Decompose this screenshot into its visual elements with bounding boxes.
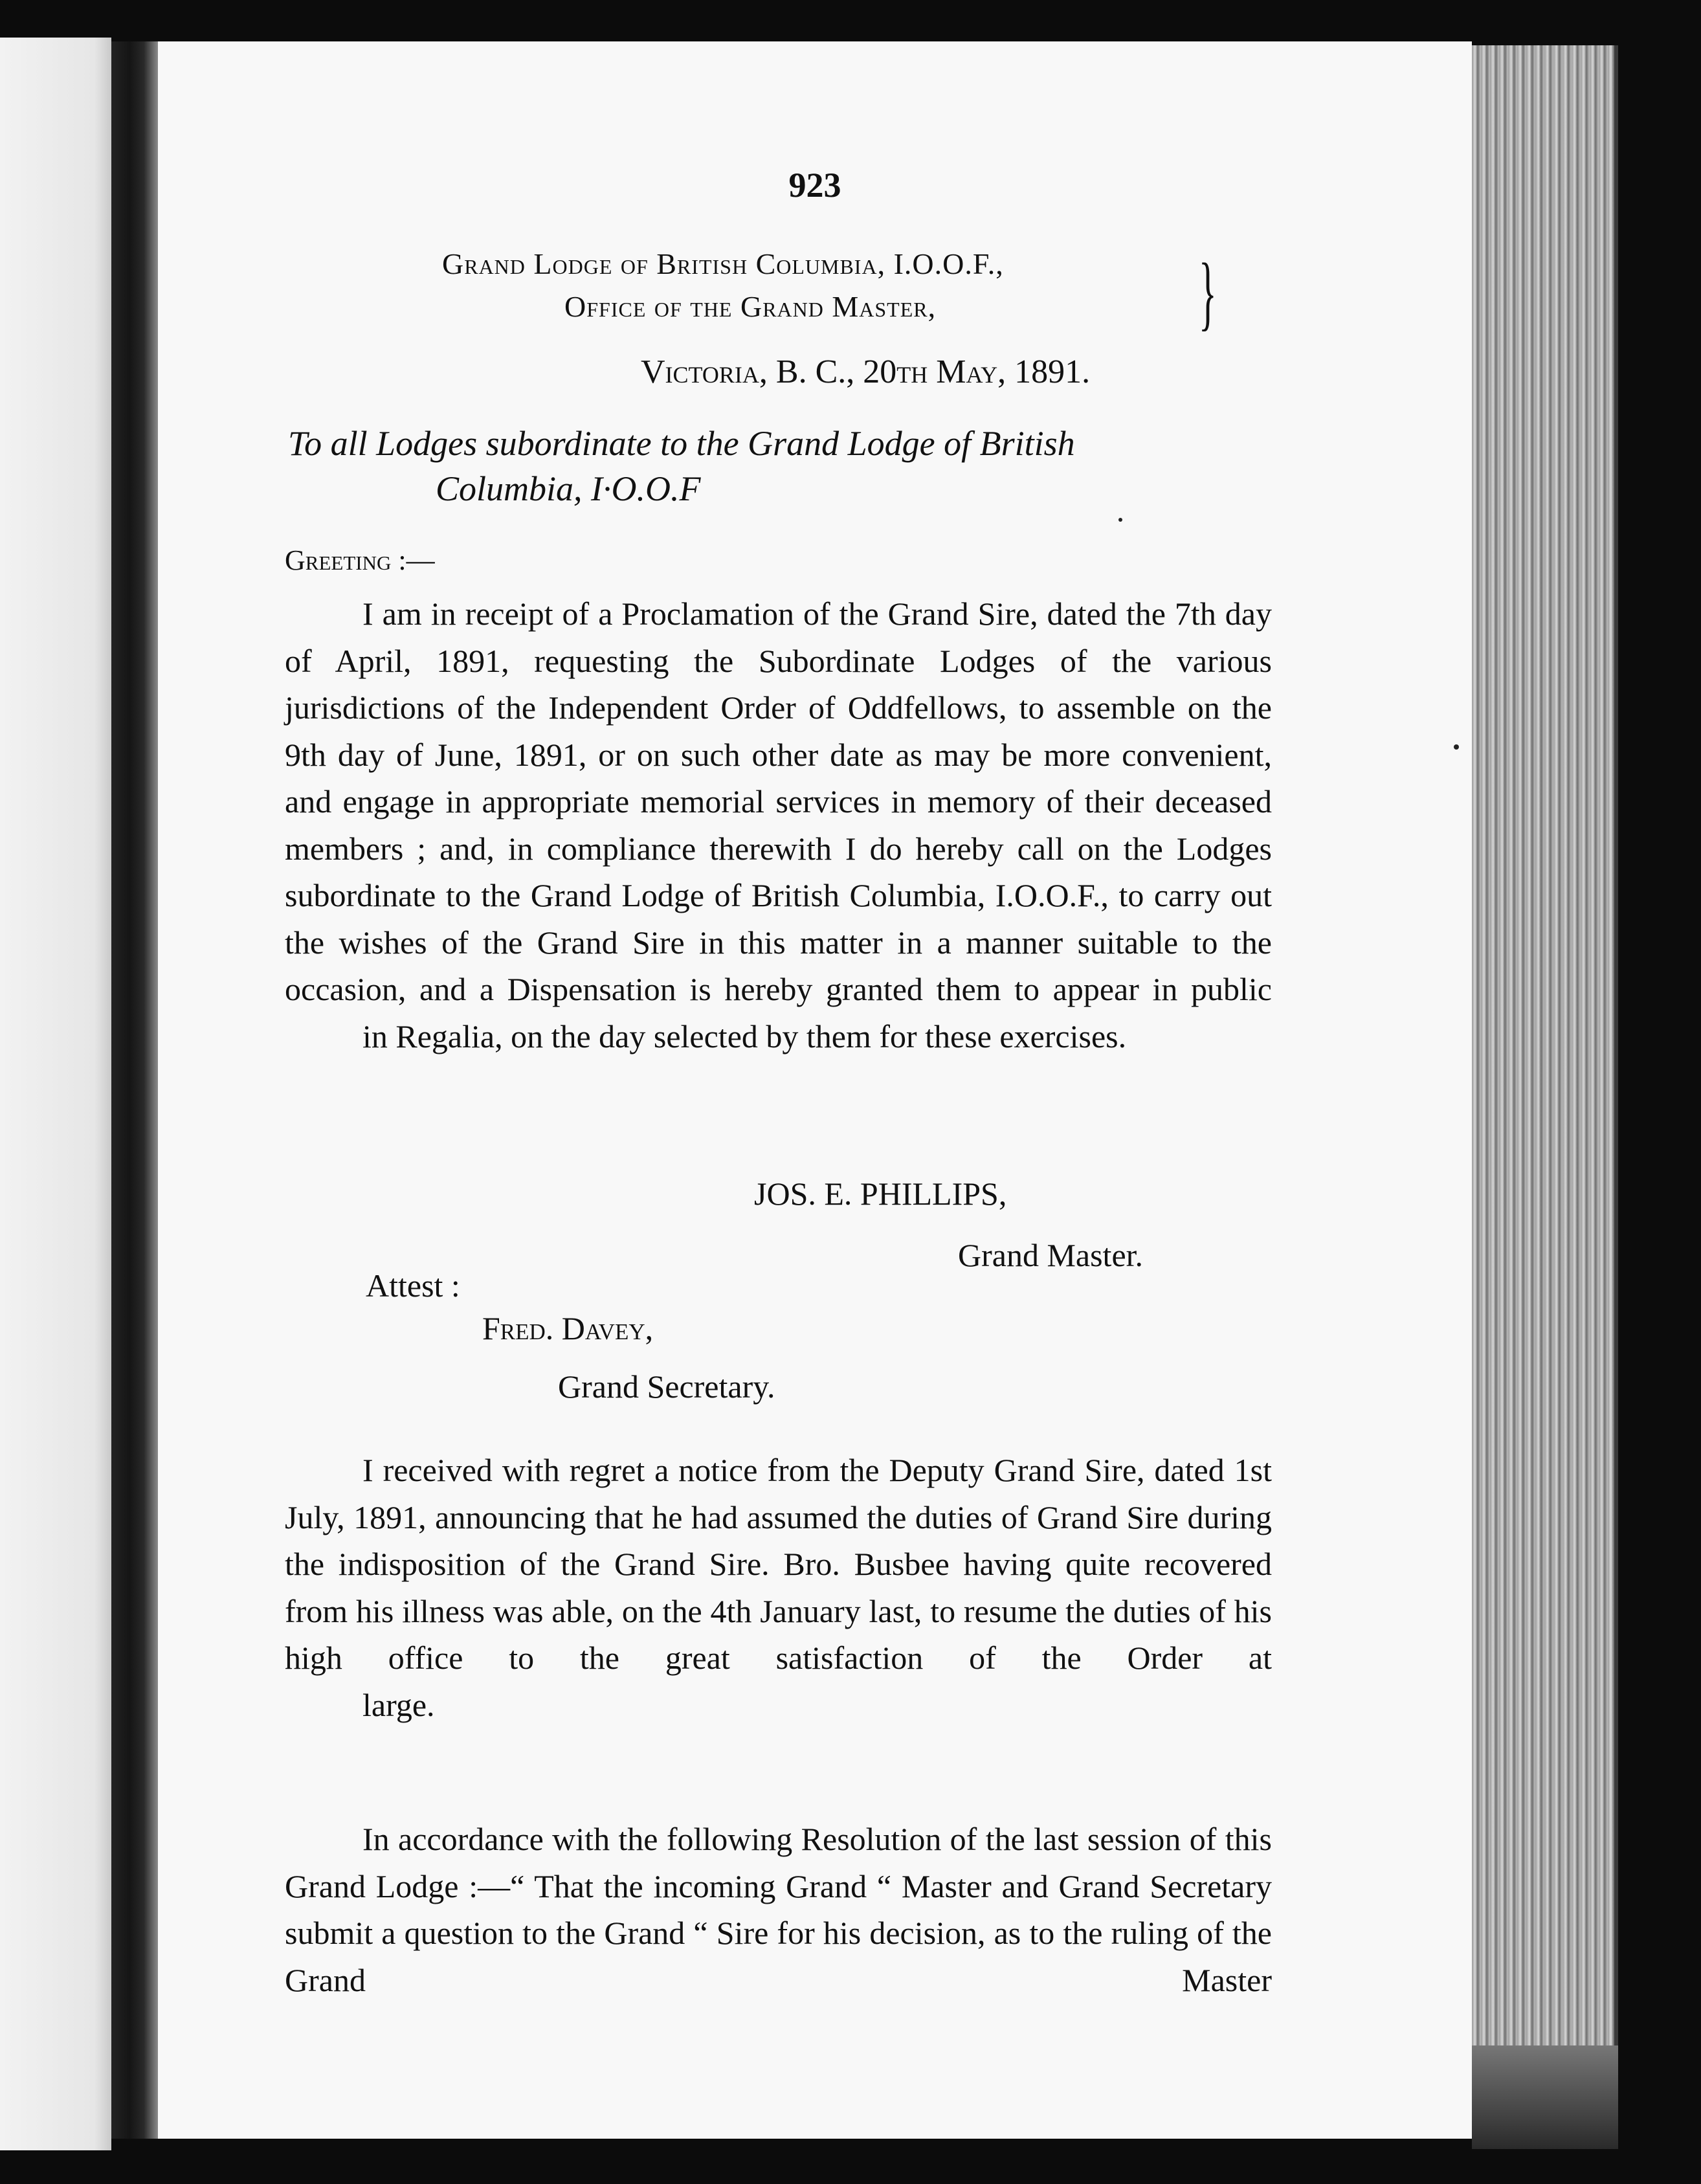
date-text: Victoria, B. C., 20th May, 1891. — [641, 353, 1091, 390]
page-edges-bottom — [1472, 2045, 1618, 2149]
facing-page — [0, 38, 111, 2150]
attest-label: Attest : — [366, 1267, 460, 1304]
proclamation-paragraph — [285, 590, 1272, 1060]
resolution-body: In accordance with the following Resolution of the last session of this Grand Lodge :—“ That the incoming Grand “ Master and Grand Secretary submit a question to the Grand “ Sire for his decision, as to the ruling of the Grand Master — [285, 1821, 1272, 1998]
page-edges — [1472, 45, 1618, 2045]
book-gutter — [111, 41, 158, 2139]
letterhead-line-2: Office of the Grand Master, — [564, 290, 937, 323]
attest-name: Fred. Davey, — [482, 1310, 654, 1346]
proclamation-last-line: in Regalia, on the day selected by them for these exercises. — [362, 1018, 1127, 1054]
attest-title: Grand Secretary. — [558, 1368, 775, 1405]
signature-title: Grand Master. — [958, 1237, 1144, 1273]
notice-paragraph — [285, 1447, 1272, 1728]
resolution-paragraph — [285, 1816, 1272, 2003]
proclamation-body: I am in receipt of a Proclamation of the Grand Sire, dated the 7th day of April, 1891, requesting the Subordinate Lodges of the various jurisdictions of the Independent Order of Oddfellows, to assemble on the 9th day of June, 1891, or on such other date as may be more convenient, and engage in appropriate memorial services in memory of their deceased members ; and, in compliance therewith I do hereby call on the Lodges subordinate to the Grand Lodge of British Columbia, I.O.O.F., to carry out the wishes of the Grand Sire in this matter in a manner suitable to the occasion, and a Dispensation is hereby granted them to appear in public — [285, 596, 1272, 1007]
address-line-1: To all Lodges subordinate to the Grand Lodge of British — [288, 424, 1075, 463]
greeting: Greeting :— — [285, 544, 435, 576]
signature-name: JOS. E. PHILLIPS, — [754, 1176, 1007, 1212]
print-speck — [1454, 744, 1459, 750]
address — [288, 421, 1278, 511]
letterhead-brace: } — [1199, 247, 1217, 339]
address-line-2: Columbia, I·O.O.F — [436, 469, 701, 508]
letterhead-line-1: Grand Lodge of British Columbia, I.O.O.F., — [442, 247, 1004, 280]
notice-last-line: large. — [362, 1686, 435, 1723]
print-speck — [1118, 518, 1122, 522]
page-number: 923 — [788, 166, 841, 205]
notice-body: I received with regret a notice from the Deputy Grand Sire, dated 1st July, 1891, announcing that he had assumed the duties of Grand Sire during the indisposition of the Grand Sire. Bro. Busbee having quite recovered from his illness was able, on the 4th January last, to resume the duties of his high office to the great satisfaction of the Order at — [285, 1452, 1272, 1676]
date-line — [641, 353, 1090, 391]
